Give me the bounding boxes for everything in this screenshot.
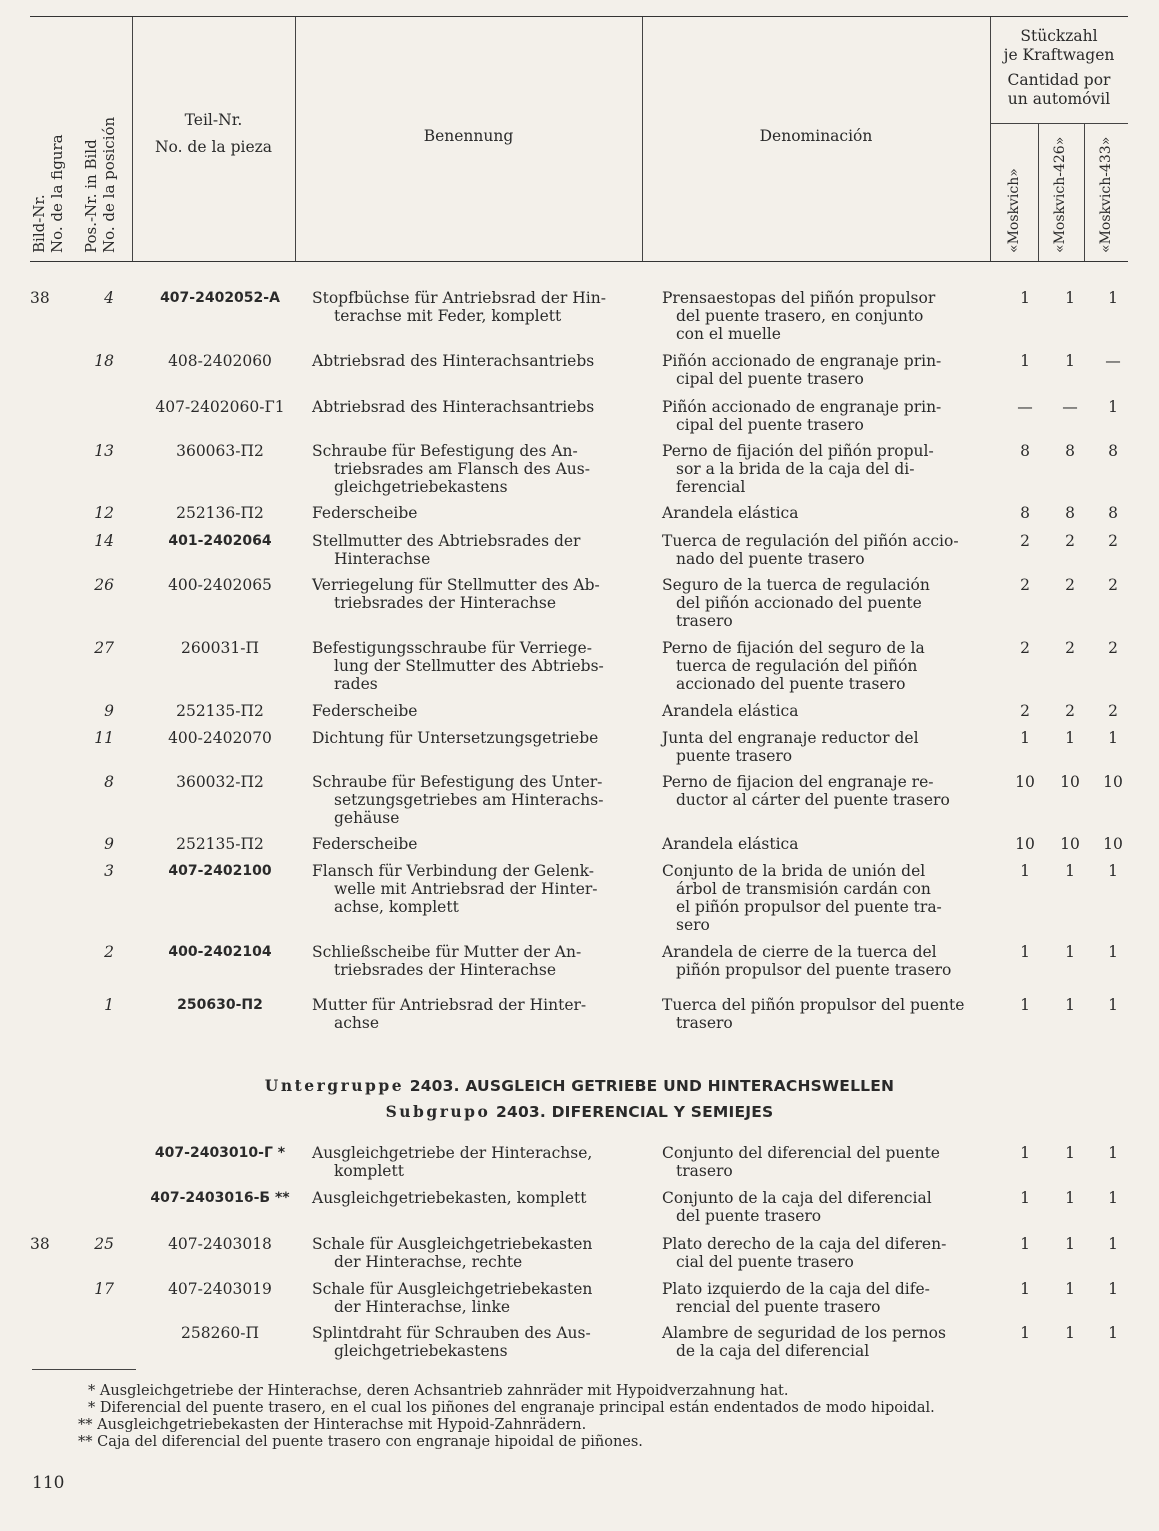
denominacion-cell [662,862,972,934]
qty-moskvich-426: 1 [1065,1189,1075,1207]
benennung-cell [312,398,624,416]
benennung-line: Schale für Ausgleichgetriebekasten [312,1235,593,1253]
benennung-cell [312,729,624,747]
denominacion-line: puente trasero [676,747,793,765]
qty-moskvich-433: — [1105,352,1121,370]
subgroup-prefix-de: Untergruppe [264,1076,405,1095]
qty-moskvich-433: 1 [1108,398,1118,416]
qty-moskvich: 1 [1020,1324,1030,1342]
part-number: 407-2402052-A [160,290,280,306]
qty-moskvich-426: 2 [1065,576,1075,594]
benennung-cell [312,1280,624,1316]
position-number: 26 [94,576,114,594]
part-number: 400-2402065 [168,576,272,594]
position-number: 17 [94,1280,114,1298]
position-number: 3 [104,862,114,880]
footnote-divider [32,1369,136,1370]
part-number: 252135-П2 [176,835,264,853]
qty-moskvich-426: 1 [1065,289,1075,307]
benennung-line: Mutter für Antriebsrad der Hinter- [312,996,587,1014]
column-divider [1038,123,1039,261]
position-number: 18 [94,352,114,370]
denominacion-cell [662,729,972,765]
header-pos-nr-es: No. de la posición [100,116,118,253]
denominacion-line: cial del puente trasero [676,1253,854,1271]
footnote-4: ** Caja del diferencial del puente trasero con engranaje hipoidal de piñones. [78,1434,643,1450]
qty-moskvich: 10 [1015,773,1035,791]
denominacion-cell [662,504,972,522]
qty-moskvich-433: 10 [1103,773,1123,791]
denominacion-cell [662,835,972,853]
denominacion-cell [662,1144,972,1180]
benennung-line: Flansch für Verbindung der Gelenk- [312,862,594,880]
benennung-line: setzungsgetriebes am Hinterachs- [334,791,604,809]
denominacion-line: Perno de fijación del piñón propul- [662,442,934,460]
denominacion-line: Alambre de seguridad de los pernos [662,1324,946,1342]
footnote-1: * Ausgleichgetriebe der Hinterachse, deren Achsantrieb zahnräder mit Hypoidverzahnung hat. [88,1383,789,1399]
position-number: 14 [94,532,114,550]
denominacion-line: Seguro de la tuerca de regulación [662,576,930,594]
qty-moskvich: 2 [1020,532,1030,550]
benennung-line: lung der Stellmutter des Abtriebs- [334,657,604,675]
benennung-cell [312,352,624,370]
benennung-line: gleichgetriebekastens [334,1342,508,1360]
benennung-cell [312,702,624,720]
denominacion-line: Prensaestopas del piñón propulsor [662,289,936,307]
part-number: 407-2403019 [168,1280,272,1298]
subgroup-title-es: 2403. DIFERENCIAL Y SEMIEJES [495,1103,774,1121]
position-number: 9 [104,702,114,720]
qty-moskvich: 1 [1020,1144,1030,1162]
benennung-line: welle mit Antriebsrad der Hinter- [334,880,598,898]
denominacion-line: del puente trasero, en conjunto [676,307,924,325]
position-number: 2 [104,943,114,961]
qty-moskvich-426: 8 [1065,504,1075,522]
benennung-cell [312,835,624,853]
subgroup-heading-es [0,1102,1159,1121]
benennung-line: Stellmutter des Abtriebsrades der [312,532,581,550]
qty-moskvich-433: 1 [1108,1144,1118,1162]
denominacion-cell [662,702,972,720]
denominacion-line: nado del puente trasero [676,550,865,568]
header-benennung: Benennung [423,127,514,145]
benennung-line: der Hinterachse, linke [334,1298,511,1316]
denominacion-line: piñón propulsor del puente trasero [676,961,952,979]
header-bild-nr-es: No. de la figura [48,134,66,253]
denominacion-cell [662,1235,972,1271]
qty-moskvich-433: 1 [1108,862,1118,880]
denominacion-line: Perno de fijación del seguro de la [662,639,925,657]
qty-moskvich-433: 1 [1108,289,1118,307]
benennung-line: Befestigungsschraube für Verriege- [312,639,592,657]
part-number: 400-2402070 [168,729,272,747]
qty-moskvich: 10 [1015,835,1035,853]
qty-moskvich-426: 1 [1065,352,1075,370]
qty-moskvich: 1 [1020,1235,1030,1253]
benennung-line: rades [334,675,378,693]
part-number: 258260-П [181,1324,259,1342]
part-number: 407-2402060-Г1 [155,398,285,416]
denominacion-line: Arandela elástica [662,702,799,720]
header-teil-nr: Teil-Nr. [184,111,243,129]
benennung-cell [312,862,624,916]
qty-moskvich: 1 [1020,352,1030,370]
header-model-3: «Moskvich-433» [1098,136,1114,253]
header-automovil: un automóvil [1007,90,1111,108]
part-number: 401-2402064 [168,533,272,549]
qty-moskvich: — [1017,398,1033,416]
denominacion-line: rencial del puente trasero [676,1298,881,1316]
qty-moskvich-426: — [1062,398,1078,416]
qty-moskvich-426: 2 [1065,702,1075,720]
qty-moskvich-426: 2 [1065,532,1075,550]
part-number: 360032-П2 [176,773,264,791]
benennung-line: Splintdraht für Schrauben des Aus- [312,1324,591,1342]
position-number: 4 [104,289,114,307]
denominacion-line: trasero [676,1162,733,1180]
benennung-line: achse [334,1014,380,1032]
qty-moskvich: 8 [1020,442,1030,460]
benennung-line: Schraube für Befestigung des Unter- [312,773,603,791]
denominacion-line: árbol de transmisión cardán con [676,880,931,898]
benennung-cell [312,996,624,1032]
benennung-cell [312,504,624,522]
header-cantidad: Cantidad por [1007,71,1111,89]
benennung-cell [312,289,624,325]
denominacion-line: Piñón accionado de engranaje prin- [662,352,942,370]
denominacion-cell [662,532,972,568]
part-number: 250630-П2 [177,997,263,1013]
header-teil-nr-es: No. de la pieza [154,138,273,156]
header-model-1: «Moskvich» [1006,168,1022,253]
header-stueckzahl: Stückzahl [1020,27,1098,45]
qty-moskvich-433: 1 [1108,1280,1118,1298]
part-number: 407-2403016-Б ** [150,1190,290,1206]
qty-moskvich-433: 1 [1108,1324,1118,1342]
position-number: 12 [94,504,114,522]
denominacion-line: Tuerca de regulación del piñón accio- [662,532,959,550]
qty-moskvich-426: 2 [1065,639,1075,657]
qty-moskvich: 1 [1020,943,1030,961]
benennung-cell [312,1189,624,1207]
qty-moskvich-426: 10 [1060,773,1080,791]
qty-moskvich-426: 8 [1065,442,1075,460]
qty-moskvich-426: 1 [1065,862,1075,880]
qty-moskvich-433: 2 [1108,576,1118,594]
position-number: 1 [104,996,114,1014]
header-je-kraftwagen: je Kraftwagen [1003,46,1115,64]
page-number: 110 [32,1473,65,1493]
part-number: 260031-П [181,639,259,657]
qty-moskvich-433: 8 [1108,442,1118,460]
column-divider [1084,123,1085,261]
denominacion-line: Piñón accionado de engranaje prin- [662,398,942,416]
benennung-line: Verriegelung für Stellmutter des Ab- [312,576,600,594]
qty-moskvich-426: 1 [1065,996,1075,1014]
denominacion-line: trasero [676,612,733,630]
position-number: 13 [94,442,114,460]
benennung-cell [312,943,624,979]
benennung-line: Federscheibe [312,702,418,720]
denominacion-line: de la caja del diferencial [676,1342,870,1360]
qty-moskvich-426: 1 [1065,729,1075,747]
header-fig-col [30,134,66,253]
benennung-line: Schließscheibe für Mutter der An- [312,943,582,961]
header-model-2: «Moskvich-426» [1052,136,1068,253]
benennung-cell [312,1324,624,1360]
benennung-cell [312,1144,624,1180]
benennung-cell [312,773,624,827]
denominacion-line: ferencial [676,478,746,496]
qty-moskvich-433: 1 [1108,1189,1118,1207]
header-pos-nr: Pos.-Nr. in Bild [82,139,100,253]
denominacion-cell [662,1189,972,1225]
benennung-cell [312,639,624,693]
benennung-line: triebsrades der Hinterachse [334,594,557,612]
denominacion-cell [662,1324,972,1360]
table-header [30,16,1128,262]
position-number: 8 [104,773,114,791]
part-number: 400-2402104 [168,944,272,960]
part-number: 407-2403010-Г * [154,1145,286,1161]
denominacion-cell [662,289,972,343]
qty-moskvich: 1 [1020,289,1030,307]
benennung-line: Abtriebsrad des Hinterachsantriebs [312,352,595,370]
position-number: 27 [94,639,114,657]
denominacion-line: Perno de fijacion del engranaje re- [662,773,934,791]
benennung-line: triebsrades der Hinterachse [334,961,557,979]
position-number: 9 [104,835,114,853]
position-number: 11 [94,729,114,747]
qty-moskvich: 1 [1020,996,1030,1014]
benennung-line: terachse mit Feder, komplett [334,307,562,325]
qty-moskvich-426: 10 [1060,835,1080,853]
qty-moskvich-433: 1 [1108,729,1118,747]
benennung-line: gleichgetriebekastens [334,478,508,496]
denominacion-cell [662,442,972,496]
benennung-cell [312,442,624,496]
denominacion-cell [662,1280,972,1316]
header-divider [990,123,1128,124]
denominacion-line: con el muelle [676,325,781,343]
header-denominacion: Denominación [759,127,873,145]
denominacion-line: Arandela elástica [662,504,799,522]
benennung-line: Ausgleichgetriebe der Hinterachse, [312,1144,593,1162]
denominacion-line: Plato izquierdo de la caja del dife- [662,1280,930,1298]
part-number: 252135-П2 [176,702,264,720]
qty-moskvich-433: 1 [1108,1235,1118,1253]
qty-moskvich: 2 [1020,702,1030,720]
benennung-line: Stopfbüchse für Antriebsrad der Hin- [312,289,606,307]
denominacion-line: Conjunto del diferencial del puente [662,1144,940,1162]
benennung-line: Schraube für Befestigung des An- [312,442,578,460]
qty-moskvich-426: 1 [1065,943,1075,961]
denominacion-line: cipal del puente trasero [676,370,864,388]
denominacion-line: Arandela elástica [662,835,799,853]
subgroup-prefix-es: Subgrupo [385,1102,491,1121]
qty-moskvich: 1 [1020,1280,1030,1298]
denominacion-cell [662,639,972,693]
qty-moskvich: 1 [1020,862,1030,880]
qty-moskvich-433: 2 [1108,532,1118,550]
qty-moskvich-433: 10 [1103,835,1123,853]
qty-moskvich: 8 [1020,504,1030,522]
denominacion-cell [662,398,972,434]
denominacion-cell [662,352,972,388]
header-quantity [990,27,1128,109]
benennung-line: Dichtung für Untersetzungsgetriebe [312,729,599,747]
denominacion-cell [662,996,972,1032]
denominacion-line: sero [676,916,710,934]
benennung-cell [312,532,624,568]
denominacion-line: del piñón accionado del puente [676,594,922,612]
denominacion-line: cipal del puente trasero [676,416,864,434]
qty-moskvich: 2 [1020,576,1030,594]
benennung-line: Federscheibe [312,835,418,853]
header-part-col [132,111,295,157]
part-number: 252136-П2 [176,504,264,522]
qty-moskvich-433: 8 [1108,504,1118,522]
subgroup-heading-de [0,1076,1159,1095]
benennung-line: Federscheibe [312,504,418,522]
benennung-line: gehäuse [334,809,400,827]
denominacion-cell [662,576,972,630]
denominacion-line: Conjunto de la caja del diferencial [662,1189,932,1207]
denominacion-line: sor a la brida de la caja del di- [676,460,915,478]
position-number: 25 [94,1235,114,1253]
qty-moskvich-433: 1 [1108,996,1118,1014]
denominacion-line: accionado del puente trasero [676,675,906,693]
header-pos-col [82,117,118,253]
denominacion-cell [662,773,972,809]
benennung-line: Abtriebsrad des Hinterachsantriebs [312,398,595,416]
part-number: 407-2403018 [168,1235,272,1253]
qty-moskvich-433: 1 [1108,943,1118,961]
benennung-line: Hinterachse [334,550,431,568]
benennung-line: achse, komplett [334,898,459,916]
part-number: 360063-П2 [176,442,264,460]
header-bild-nr: Bild-Nr. [30,194,48,253]
denominacion-line: Arandela de cierre de la tuerca del [662,943,937,961]
denominacion-line: el piñón propulsor del puente tra- [676,898,942,916]
benennung-cell [312,576,624,612]
qty-moskvich-426: 1 [1065,1144,1075,1162]
benennung-line: Ausgleichgetriebekasten, komplett [312,1189,587,1207]
footnote-2: * Diferencial del puente trasero, en el cual los piñones del engranaje principal están endentados de modo hipoidal. [88,1400,935,1416]
denominacion-line: Conjunto de la brida de unión del [662,862,926,880]
denominacion-line: tuerca de regulación del piñón [676,657,918,675]
qty-moskvich-426: 1 [1065,1280,1075,1298]
qty-moskvich-426: 1 [1065,1324,1075,1342]
denominacion-line: del puente trasero [676,1207,822,1225]
denominacion-line: Tuerca del piñón propulsor del puente [662,996,965,1014]
subgroup-title-de: 2403. AUSGLEICH GETRIEBE UND HINTERACHSWELLEN [409,1077,895,1095]
benennung-line: Schale für Ausgleichgetriebekasten [312,1280,593,1298]
benennung-line: triebsrades am Flansch des Aus- [334,460,590,478]
figure-number: 38 [30,289,50,307]
qty-moskvich-426: 1 [1065,1235,1075,1253]
qty-moskvich-433: 2 [1108,702,1118,720]
denominacion-cell [662,943,972,979]
benennung-cell [312,1235,624,1271]
footnote-3: ** Ausgleichgetriebekasten der Hinterachse mit Hypoid-Zahnrädern. [78,1417,587,1433]
qty-moskvich: 1 [1020,729,1030,747]
denominacion-line: trasero [676,1014,733,1032]
benennung-line: der Hinterachse, rechte [334,1253,523,1271]
qty-moskvich: 1 [1020,1189,1030,1207]
benennung-line: komplett [334,1162,404,1180]
qty-moskvich-433: 2 [1108,639,1118,657]
denominacion-line: Plato derecho de la caja del diferen- [662,1235,947,1253]
part-number: 408-2402060 [168,352,272,370]
denominacion-line: Junta del engranaje reductor del [662,729,919,747]
qty-moskvich: 2 [1020,639,1030,657]
part-number: 407-2402100 [168,863,272,879]
figure-number: 38 [30,1235,50,1253]
denominacion-line: ductor al cárter del puente trasero [676,791,950,809]
